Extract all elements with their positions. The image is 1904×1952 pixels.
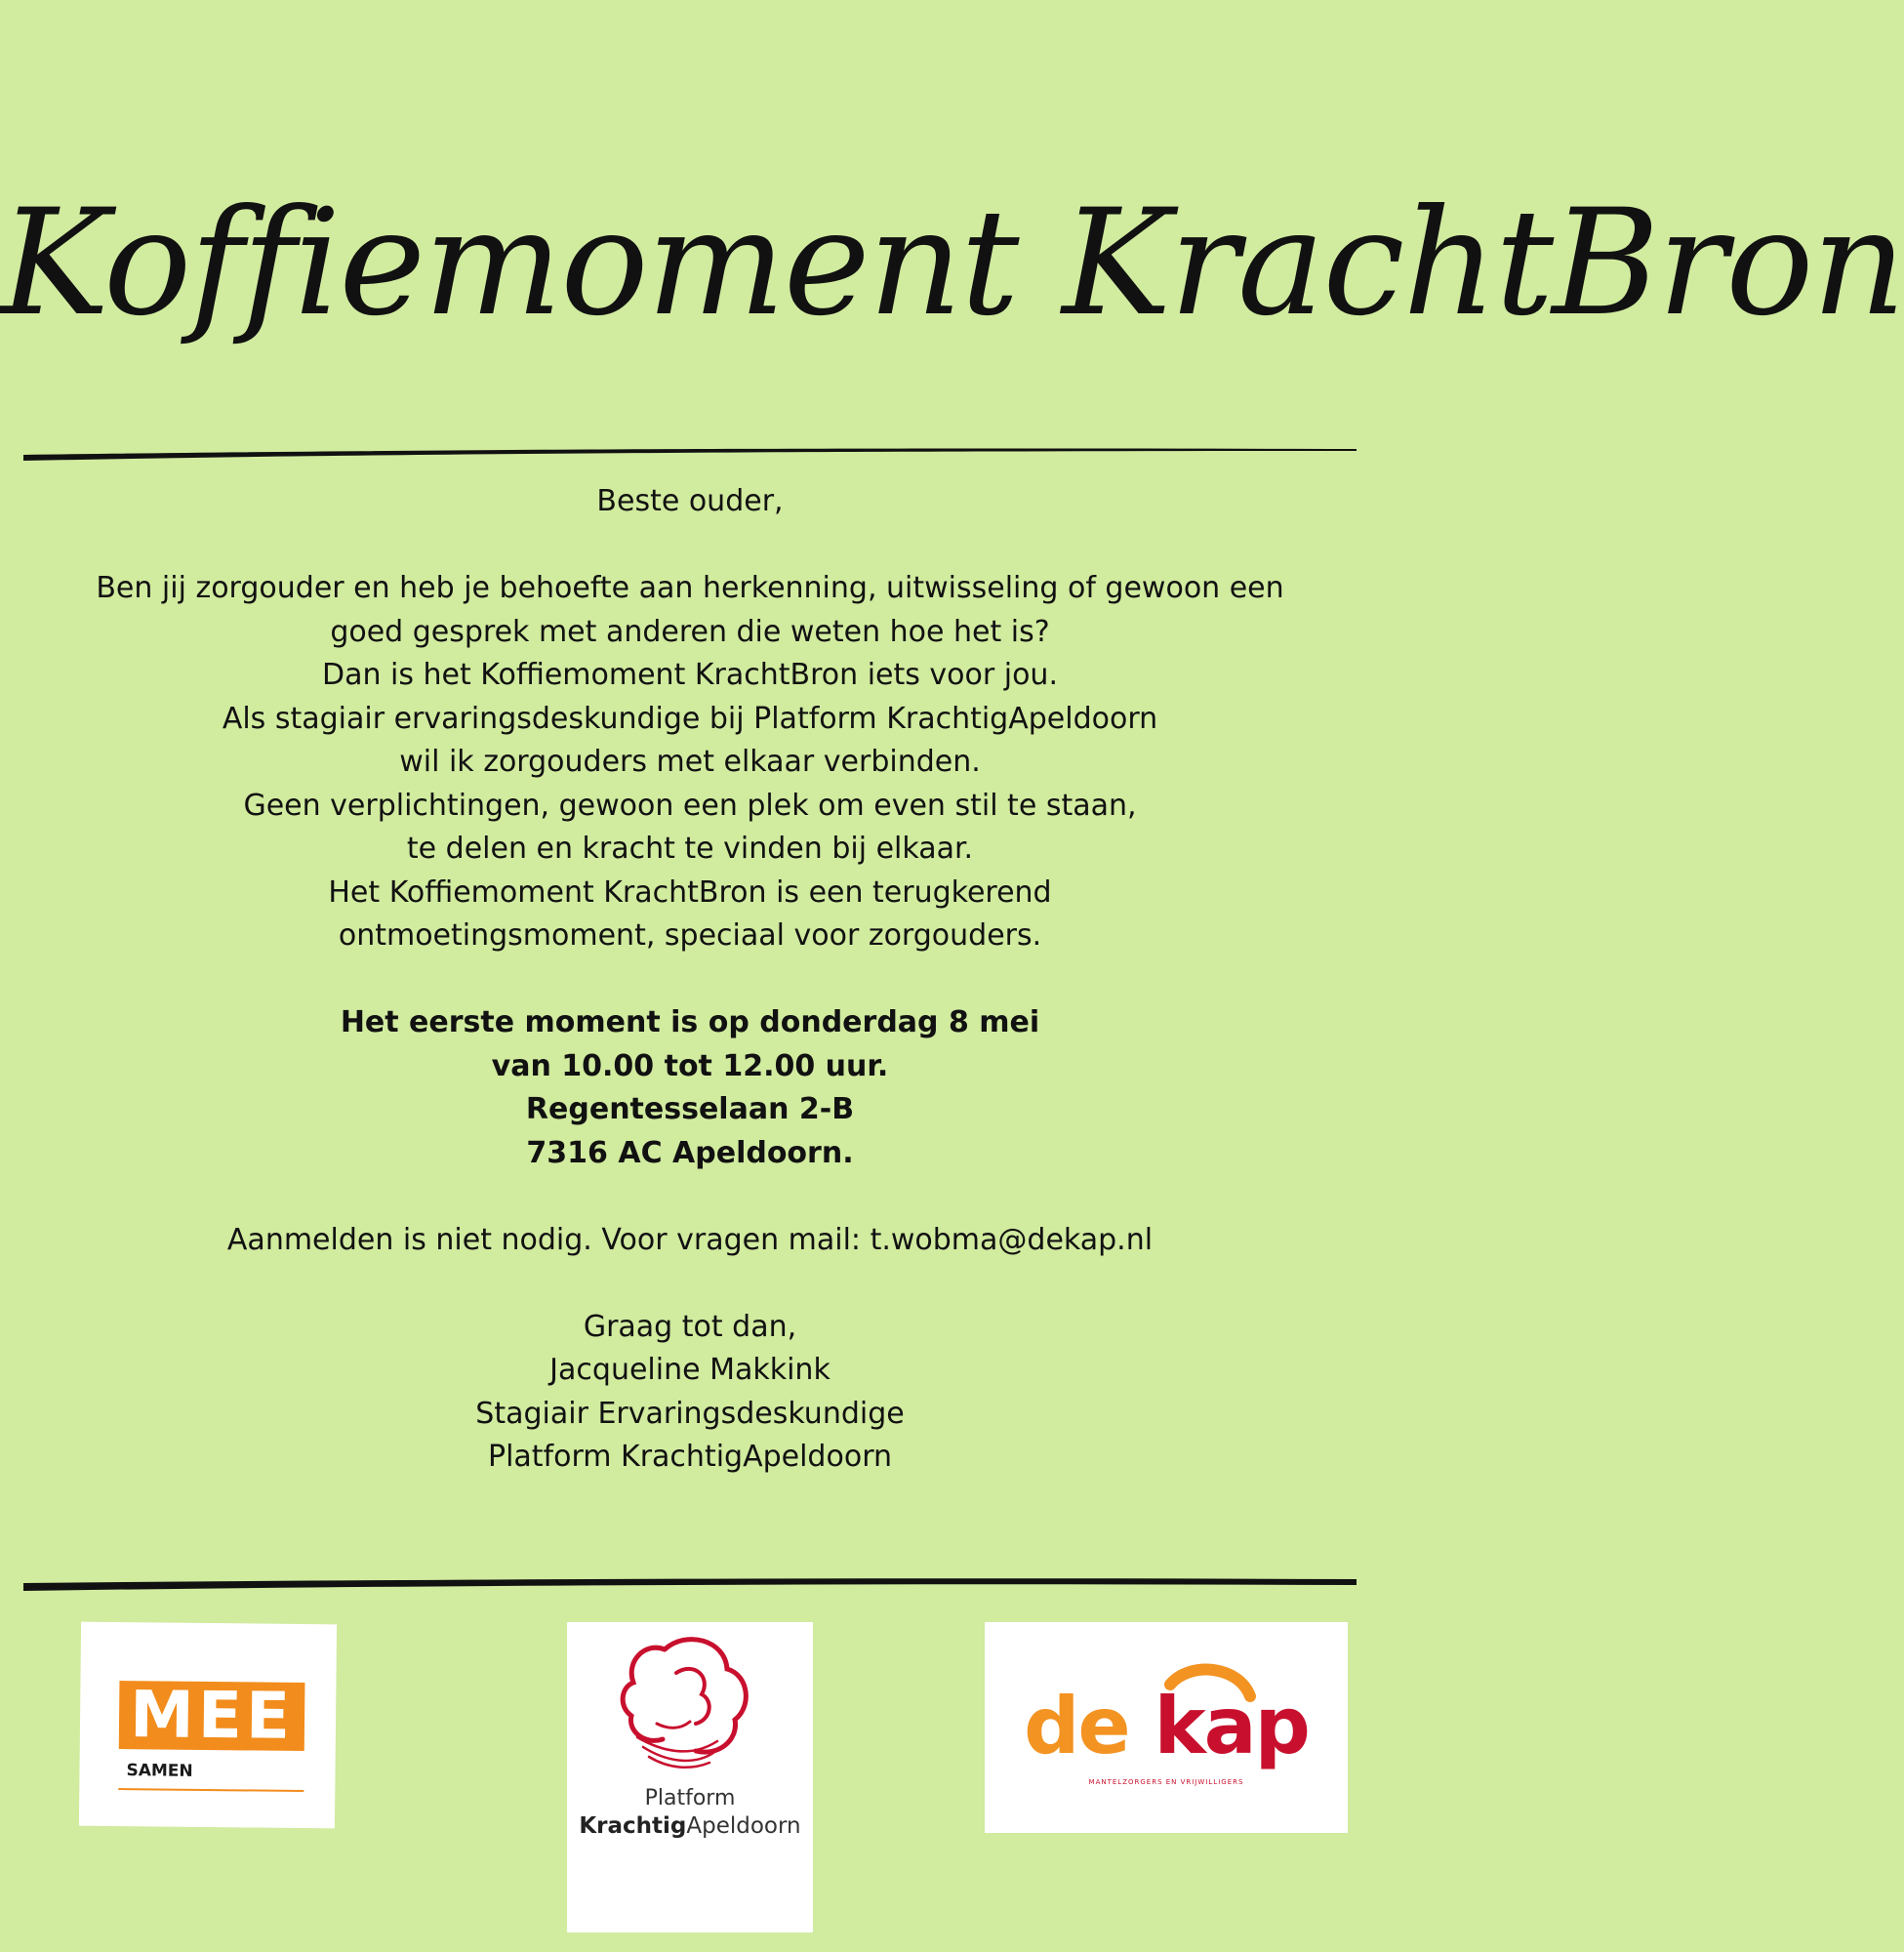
event-address: Regentesselaan 2-B — [525, 1092, 855, 1126]
intro-line: ontmoetingsmoment, speciaal voor zorgouders. — [338, 918, 1042, 953]
mee-logo-mark: MEE — [119, 1681, 305, 1751]
event-city: 7316 AC Apeldoorn. — [526, 1135, 854, 1170]
divider-top — [23, 441, 1357, 461]
intro-line: Geen verplichtingen, gewoon een plek om even stil te staan, — [243, 788, 1137, 823]
page-title: Koffiemoment KrachtBron — [0, 179, 1904, 348]
platform-logo-rest: Apeldoorn — [686, 1813, 801, 1839]
signature-role: Stagiair Ervaringsdeskundige — [475, 1396, 905, 1431]
letter-body — [59, 480, 1321, 1480]
intro-line: Het Koffiemoment KrachtBron is een terugkerend — [328, 874, 1052, 910]
mee-logo-subtitle: SAMEN — [126, 1761, 193, 1781]
de-kap-word-kap: kap — [1154, 1681, 1309, 1771]
heart-icon — [567, 1622, 813, 1788]
divider-bottom — [23, 1573, 1357, 1593]
greeting: Beste ouder, — [596, 484, 784, 518]
platform-logo-bold: Krachtig — [579, 1813, 687, 1839]
event-date: Het eerste moment is op donderdag 8 mei — [340, 1005, 1040, 1039]
intro-line: wil ik zorgouders met elkaar verbinden. — [399, 745, 981, 779]
de-kap-subtitle: MANTELZORGERS EN VRIJWILLIGERS — [1088, 1778, 1244, 1786]
platform-krachtig-apeldoorn-logo — [567, 1622, 813, 1932]
platform-logo-line2 — [567, 1813, 813, 1839]
signature-closing: Graag tot dan, — [583, 1309, 797, 1344]
de-kap-logo — [985, 1622, 1348, 1833]
signature-name: Jacqueline Makkink — [549, 1353, 830, 1387]
intro-line: te delen en kracht te vinden bij elkaar. — [406, 832, 974, 866]
platform-logo-line1: Platform — [644, 1786, 736, 1810]
mee-samen-logo — [79, 1622, 337, 1829]
intro-line: Als stagiair ervaringsdeskundige bij Platform KrachtigApeldoorn — [222, 701, 1158, 736]
event-time: van 10.00 tot 12.00 uur. — [491, 1048, 889, 1083]
intro-line: Dan is het Koffiemoment KrachtBron iets voor jou. — [322, 658, 1058, 692]
intro-line: Ben jij zorgouder en heb je behoefte aan herkenning, uitwisseling of gewoon een — [96, 571, 1284, 605]
mee-logo-underline — [118, 1788, 304, 1792]
de-kap-word-de: de — [1024, 1681, 1129, 1771]
contact-info: Aanmelden is niet nodig. Voor vragen mail: t.wobma@dekap.nl — [226, 1222, 1154, 1257]
intro-line: goed gesprek met anderen die weten hoe het is? — [330, 614, 1050, 649]
de-kap-wordmark — [985, 1683, 1348, 1770]
signature-organisation: Platform KrachtigApeldoorn — [487, 1440, 893, 1474]
